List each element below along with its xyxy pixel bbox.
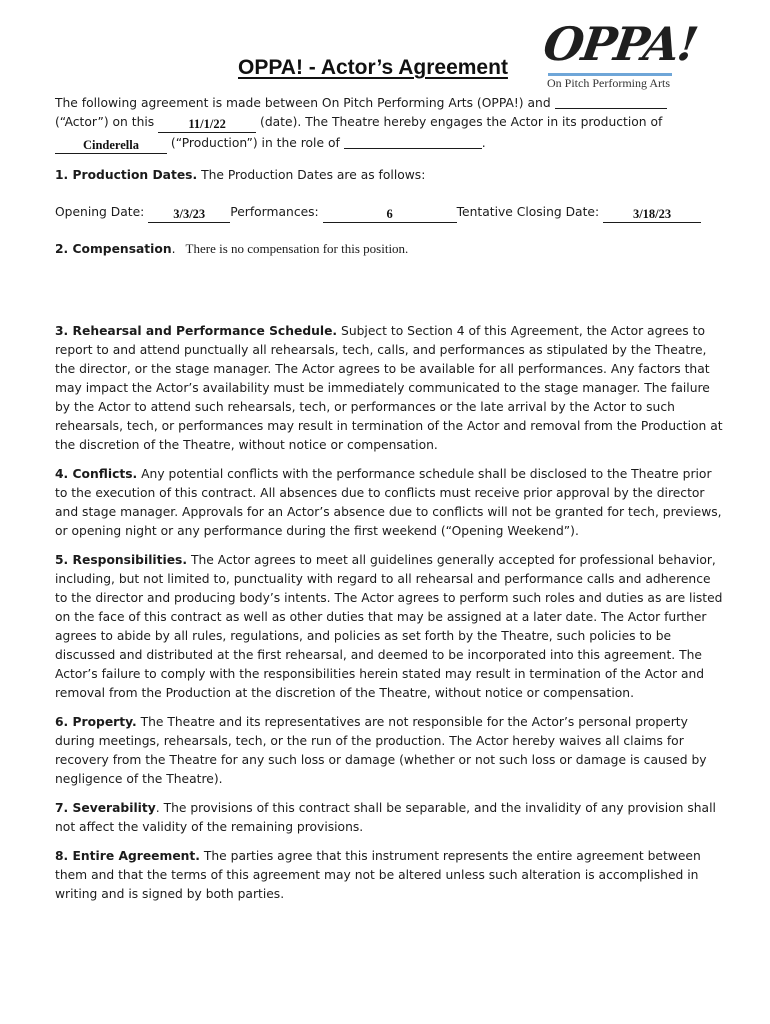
performances-field[interactable]: 6 xyxy=(323,207,457,223)
section-7-text: . The provisions of this contract shall be separable, and the invalidity of any provision shall not affect the validity of the remaining provisions. xyxy=(55,801,716,834)
actor-name-field[interactable] xyxy=(555,93,667,109)
intro-line-1 xyxy=(55,93,725,113)
section-6-text: The Theatre and its representatives are not responsible for the Actor’s personal property during meetings, rehearsals, tech, or the run of the production. The Actor hereby waives all claims for recovery from the Theatre for any such loss or damage (whether or not such loss or damage is caused by negligence of the Theatre). xyxy=(55,715,707,786)
section-6-heading: 6. Property. xyxy=(55,715,137,729)
agreement-date-field[interactable]: 11/1/22 xyxy=(158,117,256,133)
section-2 xyxy=(55,239,725,259)
section-8-heading: 8. Entire Agreement. xyxy=(55,849,200,863)
opening-date-field[interactable]: 3/3/23 xyxy=(148,207,230,223)
intro-text-4: (“Production”) in the role of xyxy=(170,136,340,150)
intro-line-3 xyxy=(55,133,725,154)
section-4-text: Any potential conflicts with the performance schedule shall be disclosed to the Theatre prior to the execution of this contract. All absences due to conflicts must receive prior approval by the director and stage manager. Approvals for an Actor’s absence due to conflicts will not be granted for tech, previews, or opening night or any performance during the first weekend (“Opening Weekend”). xyxy=(55,467,722,538)
section-2-heading: 2. Compensation xyxy=(55,242,172,256)
section-5-heading: 5. Responsibilities. xyxy=(55,553,188,567)
intro-text-3: (date). The Theatre hereby engages the Actor in its production of xyxy=(260,115,663,129)
performances-label: Performances: xyxy=(230,205,323,219)
section-2-dot: . xyxy=(171,242,176,256)
intro-text-2: (“Actor”) on this xyxy=(55,115,155,129)
intro-text-1: The following agreement is made between On Pitch Performing Arts (OPPA!) and xyxy=(55,96,551,110)
page-title: OPPA! - Actor’s Agreement xyxy=(238,56,508,79)
logo-subtitle: On Pitch Performing Arts xyxy=(547,76,670,90)
intro-period: . xyxy=(481,136,486,150)
section-7 xyxy=(55,799,725,837)
closing-date-label: Tentative Closing Date: xyxy=(456,205,604,219)
section-5-text: The Actor agrees to meet all guidelines generally accepted for professional behavior, including, but not limited to, punctuality with regard to all rehearsal and performance calls and adherence to the director and producing body’s intents. The Actor agrees to perform such roles and duties as are listed on the face of this contract as well as other duties that may be assigned at a later date. The Actor further agrees to abide by all rules, regulations, and policies as set forth by the Theatre, such policies to be discussed and distributed at the first rehearsal, and deemed to be incorporated into this agreement. The Actor’s failure to comply with the responsibilities herein stated may result in termination of the Actor and removal from the Production at the discretion of the Theatre, without notice or compensation. xyxy=(55,553,723,700)
opening-date-label: Opening Date: xyxy=(55,205,149,219)
logo-wordmark: OPPA! xyxy=(540,17,700,71)
agreement-body xyxy=(55,93,725,904)
section-4 xyxy=(55,465,725,541)
section-8 xyxy=(55,847,725,904)
closing-date-field[interactable]: 3/18/23 xyxy=(603,207,701,223)
section-3 xyxy=(55,322,725,455)
role-field[interactable] xyxy=(344,133,482,149)
section-4-heading: 4. Conflicts. xyxy=(55,467,138,481)
oppa-logo xyxy=(540,17,700,92)
section-1-text: The Production Dates are as follows: xyxy=(197,168,426,182)
section-3-text: Subject to Section 4 of this Agreement, the Actor agrees to report to and attend punctually all rehearsals, tech, calls, and performances as stipulated by the Theatre, the director, or the stage manager. The Actor agrees to be available for all performances. Any factors that may impact the Actor’s availability must be immediately communicated to the stage manager. The failure by the Actor to attend such rehearsals, tech, or performances or the late arrival by the Actor to such rehearsals, tech, or performances may result in termination of the Actor and removal from the Production at the discretion of the Theatre, without notice or compensation. xyxy=(55,324,723,452)
production-dates-line xyxy=(55,203,725,223)
section-1-heading: 1. Production Dates. xyxy=(55,168,198,182)
intro-line-2 xyxy=(55,113,725,133)
section-8-text: The parties agree that this instrument represents the entire agreement between them and that the terms of this agreement may not be altered unless such alteration is accomplished in writing and is signed by both parties. xyxy=(55,849,701,901)
compensation-field[interactable]: There is no compensation for this position. xyxy=(185,241,409,256)
section-3-heading: 3. Rehearsal and Performance Schedule. xyxy=(55,324,338,338)
section-7-heading: 7. Severability xyxy=(55,801,156,815)
production-field[interactable]: Cinderella xyxy=(55,138,167,154)
section-1 xyxy=(55,166,725,185)
section-6 xyxy=(55,713,725,789)
section-5 xyxy=(55,551,725,703)
